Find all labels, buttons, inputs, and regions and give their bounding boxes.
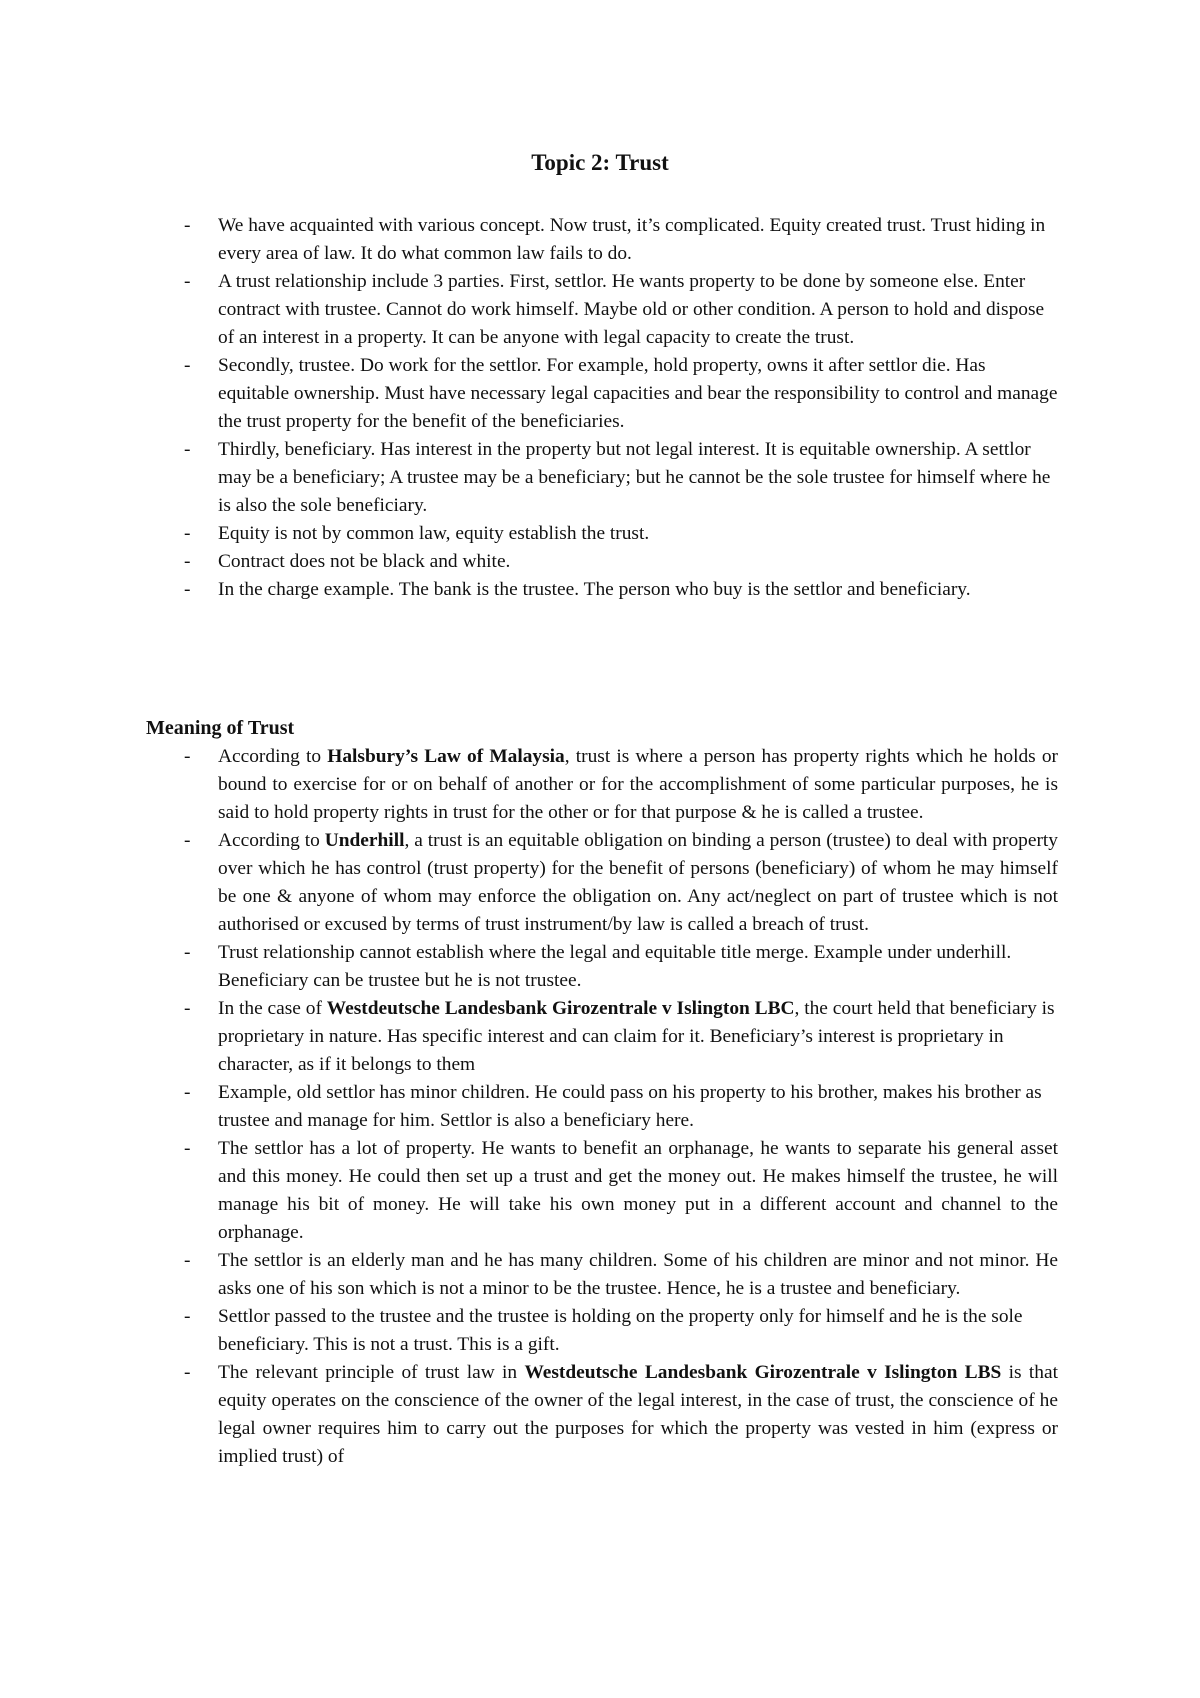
bullet-dash: - <box>184 830 191 851</box>
bullet-dash: - <box>184 942 191 963</box>
list-item-text-pre: According to <box>218 830 325 851</box>
list-item-text-post: is that equity operates on the conscience of the owner of the legal interest, in the case of trust, the conscience of he legal owner requires him to carry out the purposes for which the property was vested in him (express or implied trust) of <box>218 1362 1058 1467</box>
cited-case: Westdeutsche Landesbank Girozentrale v Islington LBC <box>326 998 795 1019</box>
list-item-text-post: , a trust is an equitable obligation on binding a person (trustee) to deal with property over which he has control (trust property) for the benefit of persons (beneficiary) of whom he may himself be one & anyone of whom may enforce the obligation on. Any act/neglect on part of trustee which is not authorised or excused by terms of trust instrument/by law is called a breach of trust. <box>218 830 1058 935</box>
list-item <box>0 520 1058 548</box>
bullet-dash: - <box>184 1138 191 1159</box>
list-item <box>0 576 1058 604</box>
list-item-text-pre: The settlor has a lot of property. He wants to benefit an orphanage, he wants to separate his general asset and this money. He could then set up a trust and get the money out. He makes himself the trustee, he will manage his bit of money. He will take his own money put in a different account and channel to the orphanage. <box>218 1138 1058 1243</box>
cited-case: Westdeutsche Landesbank Girozentrale v Islington LBS <box>524 1362 1002 1383</box>
list-item <box>0 436 1058 520</box>
list-item <box>0 1135 1058 1247</box>
cited-authority: Underhill <box>324 830 405 851</box>
list-item-text: A trust relationship include 3 parties. First, settlor. He wants property to be done by someone else. Enter contract with trustee. Cannot do work himself. Maybe old or other condition. A person to hold and dispose of an interest in a property. It can be anyone with legal capacity to create the trust. <box>218 271 1045 348</box>
list-item-text-pre: In the case of <box>218 998 327 1019</box>
list-item-text-pre: Trust relationship cannot establish where the legal and equitable title merge. Example under underhill. Beneficiary can be trustee but he is not trustee. <box>218 942 1012 991</box>
list-item-text: Thirdly, beneficiary. Has interest in the property but not legal interest. It is equitable ownership. A settlor may be a beneficiary; A trustee may be a beneficiary; but he cannot be the sole trustee for himself where he is also the sole beneficiary. <box>218 439 1051 516</box>
bullet-dash: - <box>184 1250 191 1271</box>
list-item-text: Equity is not by common law, equity establish the trust. <box>218 523 650 544</box>
bullet-dash: - <box>184 523 191 544</box>
bullet-dash: - <box>184 551 191 572</box>
bullet-dash: - <box>184 1362 191 1383</box>
cited-authority: Halsbury’s Law of Malaysia <box>327 746 565 767</box>
list-item <box>0 1247 1058 1303</box>
intro-bullet-list <box>0 212 1200 604</box>
list-item-text: Secondly, trustee. Do work for the settlor. For example, hold property, owns it after settlor die. Has equitable ownership. Must have necessary legal capacities and bear the responsibility to control and manage the trust property for the benefit of the beneficiaries. <box>218 355 1058 432</box>
list-item-text: Contract does not be black and white. <box>218 551 511 572</box>
bullet-dash: - <box>184 746 191 767</box>
bullet-dash: - <box>184 579 191 600</box>
list-item <box>0 268 1058 352</box>
list-item-text: In the charge example. The bank is the trustee. The person who buy is the settlor and beneficiary. <box>218 579 971 600</box>
list-item-text-post: , the court held that beneficiary is proprietary in nature. Has specific interest and can claim for it. Beneficiary’s interest is proprietary in character, as if it belongs to them <box>218 998 1055 1075</box>
bullet-dash: - <box>184 439 191 460</box>
bullet-dash: - <box>184 998 191 1019</box>
list-item <box>0 1079 1058 1135</box>
list-item-text-pre: The settlor is an elderly man and he has many children. Some of his children are minor and not minor. He asks one of his son which is not a minor to be the trustee. Hence, he is a trustee and beneficiary. <box>218 1250 1058 1299</box>
bullet-dash: - <box>184 215 191 236</box>
list-item <box>0 212 1058 268</box>
list-item-text-pre: The relevant principle of trust law in <box>218 1362 525 1383</box>
list-item <box>0 352 1058 436</box>
list-item <box>0 1359 1058 1471</box>
list-item <box>0 827 1058 939</box>
document-title: Topic 2: Trust <box>531 150 669 175</box>
bullet-dash: - <box>184 1306 191 1327</box>
list-item-text-post: , trust is where a person has property rights which he holds or bound to exercise for or on behalf of another or for the accomplishment of some particular purposes, he is said to hold property rights in trust for the other or for that purpose & he is called a trustee. <box>218 746 1058 823</box>
list-item-text: We have acquainted with various concept. Now trust, it’s complicated. Equity created trust. Trust hiding in every area of law. It do what common law fails to do. <box>218 215 1046 264</box>
bullet-dash: - <box>184 1082 191 1103</box>
list-item <box>0 939 1058 995</box>
list-item <box>0 548 1058 576</box>
bullet-dash: - <box>184 271 191 292</box>
list-item-text-pre: According to <box>218 746 328 767</box>
list-item <box>0 1303 1058 1359</box>
bullet-dash: - <box>184 355 191 376</box>
meaning-bullet-list <box>0 743 1200 1471</box>
list-item <box>0 743 1058 827</box>
list-item-text-pre: Settlor passed to the trustee and the trustee is holding on the property only for himself and he is the sole beneficiary. This is not a trust. This is a gift. <box>218 1306 1023 1355</box>
list-item-text-pre: Example, old settlor has minor children. He could pass on his property to his brother, makes his brother as trustee and manage for him. Settlor is also a beneficiary here. <box>218 1082 1042 1131</box>
section-heading-meaning-of-trust: Meaning of Trust <box>146 717 295 739</box>
list-item <box>0 995 1058 1079</box>
